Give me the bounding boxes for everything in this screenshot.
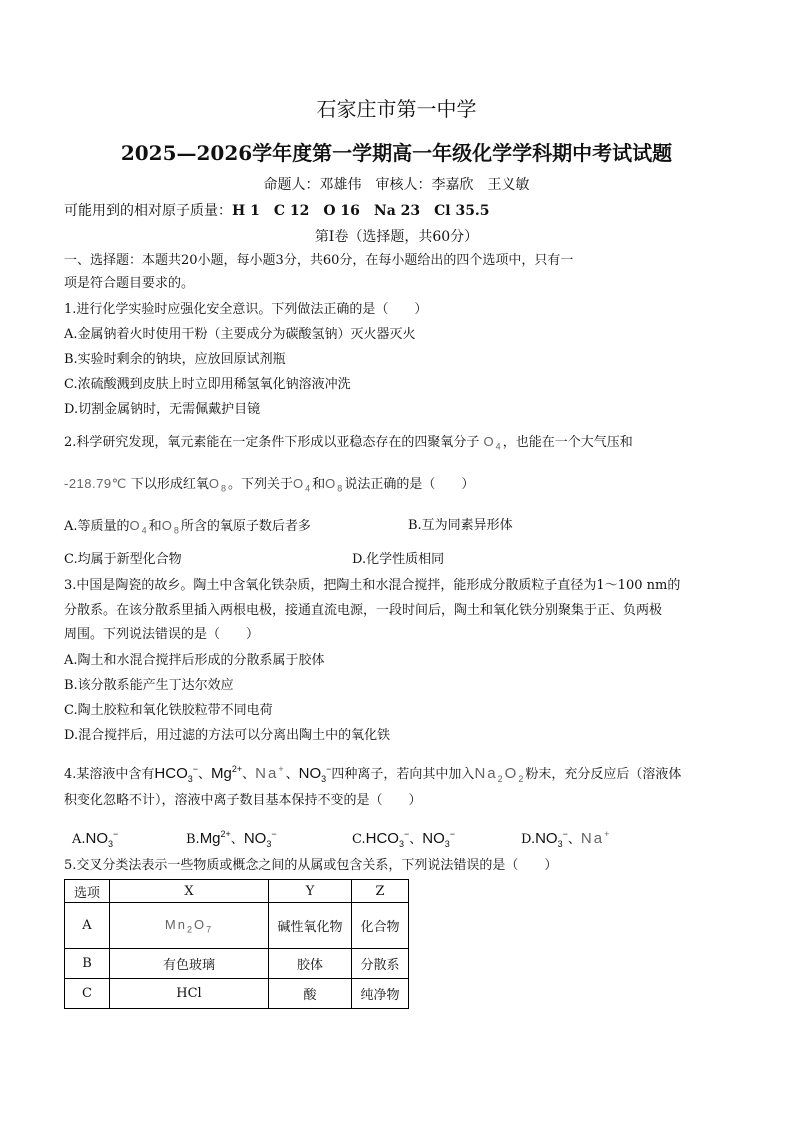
na-ion: Na+	[255, 764, 286, 782]
q3-option-d: D.混合搅拌后，用过滤的方法可以分离出陶土中的氧化铁	[64, 728, 391, 743]
q3-stem-line3: 周围。下列说法错误的是（ ）	[64, 627, 260, 642]
hco3-ion: $HCO_3^-$	[154, 764, 199, 784]
o4-formula: $O_4$	[129, 518, 149, 536]
mg-ion: $Mg^{2+}$	[199, 829, 231, 847]
q3-option-c: C.陶土胶粒和氧化铁胶粒带不同电荷	[64, 703, 273, 718]
row-y: 酸	[269, 979, 352, 1009]
q1-option-c: C.浓硫酸溅到皮肤上时立即用稀氢氧化钠溶液冲洗	[64, 377, 351, 392]
no3-ion: $NO_3^-$	[535, 829, 568, 849]
o4-formula: $O_4$	[483, 434, 503, 452]
q3-option-a: A.陶土和水混合搅拌后形成的分散系属于胶体	[64, 653, 325, 668]
na2o2-formula: $Na_2O_2$	[474, 765, 526, 784]
q1-option-b: B.实验时剩余的钠块，应放回原试剂瓶	[64, 352, 286, 367]
q3-stem-line1: 3.中国是陶瓷的故乡。陶土中含氧化铁杂质，把陶土和水混合搅拌，能形成分散质粒子直径为1～100 nm的	[64, 578, 681, 593]
header-z: Z	[352, 880, 409, 903]
mg-ion: $Mg^{2+}$	[211, 764, 243, 782]
q3-stem-line2: 分散系。在该分散系里插入两根电极，接通直流电源，一段时间后，陶土和氧化铁分别聚集于正、负两极	[64, 603, 663, 618]
q4-option-a: $A.NO_3^-$	[72, 829, 119, 849]
q4-option-d: $D.NO_3^-$、Na+	[521, 829, 612, 849]
section-instructions-line1: 一、选择题：本题共20小题，每小题3分，共60分，在每小题给出的四个选项中，只有一	[64, 253, 574, 268]
hco3-ion: $HCO_3^-$	[365, 829, 410, 849]
q4-option-c: $C.HCO_3^-$、$NO_3^-$	[352, 829, 456, 849]
table-row	[65, 903, 409, 949]
q5-table	[64, 879, 409, 1009]
temperature-value: -218.79℃	[64, 476, 127, 491]
school-name: 石家庄市第一中学	[316, 97, 477, 121]
row-y: 胶体	[269, 949, 352, 979]
row-option: A	[65, 903, 110, 949]
header-x: X	[110, 880, 269, 903]
table-row	[65, 949, 409, 979]
no3-ion: $NO_3^-$	[243, 829, 277, 849]
q1-option-a: A.金属钠着火时使用干粉（主要成分为碳酸氢钠）灭火器灭火	[64, 327, 416, 342]
q2-option-d: D.化学性质相同	[352, 552, 445, 567]
q1-stem: 1.进行化学实验时应强化安全意识。下列做法正确的是（ ）	[64, 302, 428, 317]
table-row	[65, 979, 409, 1009]
q1-option-d: D.切割金属钠时，无需佩戴护目镜	[64, 402, 261, 417]
row-z: 化合物	[352, 903, 409, 949]
no3-ion: $NO_3^-$	[298, 764, 332, 784]
q2-stem-line1: 2.科学研究发现，氧元素能在一定条件下形成以亚稳态存在的四聚氧分子 $O_4$，也能在一个大气压和	[64, 434, 633, 452]
no3-ion: $NO_3^-$	[85, 829, 119, 849]
row-option: B	[65, 949, 110, 979]
q3-option-b: B.该分散系能产生丁达尔效应	[64, 678, 234, 693]
row-x: HCl	[110, 979, 269, 1009]
part-heading: 第Ⅰ卷（选择题，共60分）	[314, 229, 479, 245]
authors-line: 命题人：邓雄伟 审核人：李嘉欣 王义敏	[263, 177, 530, 193]
o4-formula: $O_4$	[293, 476, 313, 494]
q4-option-b: $B.Mg^{2+}$、$NO_3^-$	[186, 829, 277, 849]
row-x	[110, 903, 269, 949]
row-z: 纯净物	[352, 979, 409, 1009]
header-y: Y	[269, 880, 352, 903]
row-x: 有色玻璃	[110, 949, 269, 979]
q4-stem-line2: 积变化忽略不计），溶液中离子数目基本保持不变的是（ ）	[64, 793, 422, 808]
table-header-row	[65, 880, 409, 903]
row-z: 分散系	[352, 949, 409, 979]
q5-stem: 5.交叉分类法表示一些物质或概念之间的从属或包含关系，下列说法错误的是（ ）	[64, 858, 558, 873]
q2-option-b: B.互为同素异形体	[408, 518, 513, 533]
o8-formula: $O_8$	[161, 518, 181, 536]
q4-stem-line1: 4.某溶液中含有$HCO_3^-$、$Mg^{2+}$、Na+、$NO_3^-$四种离子，若向其中加入$Na_2O_2$粉末，充分反应后（溶液体	[64, 764, 682, 784]
q2-option-a: A.等质量的$O_4$和$O_8$所含的氧原子数后者多	[64, 518, 311, 536]
row-option: C	[65, 979, 110, 1009]
atomic-mass-values: H 1 C 12 O 16 Na 23 Cl 35.5	[232, 203, 490, 219]
atomic-mass-line: 可能用到的相对原子质量：H 1 C 12 O 16 Na 23 Cl 35.5	[64, 203, 490, 219]
mn2o7-formula: $Mn_2O_7$	[164, 916, 214, 935]
na-ion: Na+	[580, 829, 612, 847]
section-instructions-line2: 项是符合题目要求的。	[64, 276, 195, 291]
exam-title: 2025—2026学年度第一学期高一年级化学学科期中考试试题	[120, 141, 673, 165]
q2-stem-line2: -218.79℃ 下以形成红氧$O_8$。下列关于$O_4$和$O_8$说法正确的是（ ）	[64, 476, 475, 494]
header-option: 选项	[65, 880, 110, 903]
no3-ion: $NO_3^-$	[422, 829, 456, 849]
q2-option-c: C.均属于新型化合物	[64, 552, 182, 567]
row-y: 碱性氧化物	[269, 903, 352, 949]
o8-formula: $O_8$	[325, 476, 345, 494]
o8-formula: $O_8$	[208, 476, 228, 494]
